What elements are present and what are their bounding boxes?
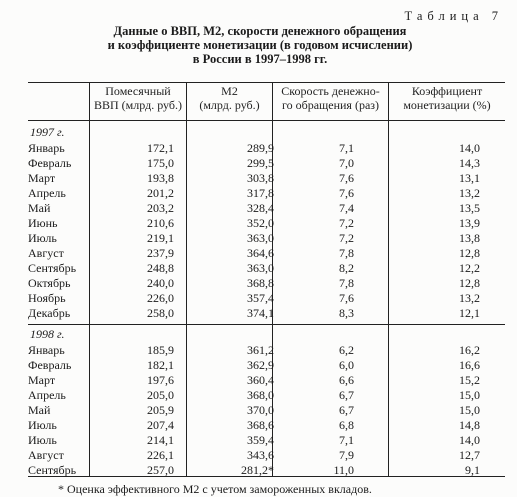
month-cell: Июнь: [28, 216, 58, 230]
month-cell: Март: [28, 373, 56, 387]
table-row: [0, 358, 517, 373]
gdp-cell: 182,1: [147, 358, 174, 372]
velocity-cell: 7,6: [339, 171, 354, 185]
month-cell: Май: [28, 201, 51, 215]
monetization-cell: 15,0: [459, 403, 480, 417]
header-bottom-rule: [28, 120, 505, 121]
table-number-label: Таблица 7: [404, 9, 503, 23]
velocity-cell: 7,1: [339, 141, 354, 155]
table-row: [0, 261, 517, 276]
m2-cell: 352,0: [247, 216, 274, 230]
velocity-cell: 6,7: [339, 388, 354, 402]
monetization-cell: 13,9: [459, 216, 480, 230]
m2-cell: 328,4: [247, 201, 274, 215]
monetization-cell: 13,5: [459, 201, 480, 215]
gdp-cell: 237,9: [147, 246, 174, 260]
gdp-cell: 214,1: [147, 433, 174, 447]
m2-cell: 364,6: [247, 246, 274, 260]
monetization-cell: 16,2: [459, 343, 480, 357]
footnote: * Оценка эффективного М2 с учетом замороженных вкладов.: [58, 482, 372, 496]
velocity-cell: 7,6: [339, 186, 354, 200]
header-gdp-line-1: Помесячный: [105, 84, 171, 98]
year-label-1997: 1997 г.: [30, 125, 65, 139]
velocity-cell: 7,1: [339, 433, 354, 447]
gdp-cell: 205,0: [147, 388, 174, 402]
m2-cell: 363,0: [247, 261, 274, 275]
velocity-cell: 8,2: [339, 261, 354, 275]
header-velocity-line-1: Скорость денежно-: [281, 84, 380, 98]
table-row: [0, 403, 517, 418]
month-cell: Июль: [28, 433, 57, 447]
velocity-cell: 7,8: [339, 276, 354, 290]
velocity-cell: 7,0: [339, 156, 354, 170]
monetization-cell: 16,6: [459, 358, 480, 372]
table-row: [0, 141, 517, 156]
title-line-3: в России в 1997–1998 гг.: [192, 52, 328, 66]
m2-cell: 359,4: [247, 433, 274, 447]
gdp-cell: 172,1: [147, 141, 174, 155]
month-cell: Август: [28, 246, 64, 260]
m2-cell: 299,5: [247, 156, 274, 170]
header-m2: [187, 84, 272, 112]
year-divider-rule: [28, 324, 505, 325]
gdp-cell: 226,1: [147, 448, 174, 462]
velocity-cell: 7,2: [339, 216, 354, 230]
table-row: [0, 433, 517, 448]
header-gdp-line-2: ВВП (млрд. руб.): [94, 98, 182, 112]
gdp-cell: 226,0: [147, 291, 174, 305]
m2-cell: 374,1: [247, 306, 274, 320]
month-cell: Октябрь: [28, 276, 71, 290]
monetization-cell: 12,7: [459, 448, 480, 462]
table-row: [0, 373, 517, 388]
month-cell: Апрель: [28, 388, 66, 402]
table-row: [0, 186, 517, 201]
table-row: [0, 388, 517, 403]
table-title: [60, 24, 460, 66]
table-row: [0, 463, 517, 478]
table-row: [0, 448, 517, 463]
m2-cell: 343,6: [247, 448, 274, 462]
table-row: [0, 216, 517, 231]
header-velocity-line-2: го обращения (раз): [281, 98, 380, 112]
monetization-cell: 13,8: [459, 231, 480, 245]
month-cell: Март: [28, 171, 56, 185]
header-monetization-line-1: Коэффициент: [411, 84, 483, 98]
month-cell: Февраль: [28, 156, 72, 170]
gdp-cell: 240,0: [147, 276, 174, 290]
month-cell: Февраль: [28, 358, 72, 372]
gdp-cell: 257,0: [147, 463, 174, 477]
title-line-1: Данные о ВВП, М2, скорости денежного обращения: [113, 24, 407, 38]
monetization-cell: 12,8: [459, 276, 480, 290]
gdp-cell: 203,2: [147, 201, 174, 215]
table-row: [0, 201, 517, 216]
table-row: [0, 171, 517, 186]
monetization-cell: 14,0: [459, 141, 480, 155]
month-cell: Январь: [28, 141, 65, 155]
velocity-cell: 11,0: [333, 463, 354, 477]
table-row: [0, 343, 517, 358]
table-row: [0, 306, 517, 321]
header-gdp: [90, 84, 186, 112]
gdp-cell: 210,6: [147, 216, 174, 230]
table-row: [0, 291, 517, 306]
month-cell: Январь: [28, 343, 65, 357]
gdp-cell: 207,4: [147, 418, 174, 432]
m2-cell: 303,8: [247, 171, 274, 185]
table-row: [0, 276, 517, 291]
m2-cell: 368,8: [247, 276, 274, 290]
gdp-cell: 248,8: [147, 261, 174, 275]
gdp-cell: 201,2: [147, 186, 174, 200]
monetization-cell: 12,8: [459, 246, 480, 260]
m2-cell: 361,2: [247, 343, 274, 357]
m2-cell: 289,9: [247, 141, 274, 155]
gdp-cell: 193,8: [147, 171, 174, 185]
m2-cell: 370,0: [247, 403, 274, 417]
month-cell: Июль: [28, 418, 57, 432]
velocity-cell: 7,6: [339, 291, 354, 305]
monetization-cell: 15,2: [459, 373, 480, 387]
header-m2-line-2: (млрд. руб.): [199, 98, 260, 112]
m2-cell: 363,0: [247, 231, 274, 245]
m2-cell: 360,4: [247, 373, 274, 387]
velocity-cell: 6,7: [339, 403, 354, 417]
monetization-cell: 13,2: [459, 186, 480, 200]
velocity-cell: 6,8: [339, 418, 354, 432]
month-cell: Ноябрь: [28, 291, 66, 305]
monetization-cell: 9,1: [465, 463, 480, 477]
m2-cell: 357,4: [247, 291, 274, 305]
monetization-cell: 15,0: [459, 388, 480, 402]
header-velocity: [273, 84, 388, 112]
table-row: [0, 231, 517, 246]
monetization-cell: 14,8: [459, 418, 480, 432]
velocity-cell: 6,0: [339, 358, 354, 372]
m2-cell: 281,2*: [241, 463, 274, 477]
month-cell: Май: [28, 403, 51, 417]
velocity-cell: 6,2: [339, 343, 354, 357]
monetization-cell: 13,2: [459, 291, 480, 305]
velocity-cell: 6,6: [339, 373, 354, 387]
m2-cell: 368,6: [247, 418, 274, 432]
gdp-cell: 185,9: [147, 343, 174, 357]
gdp-cell: 175,0: [147, 156, 174, 170]
table-row: [0, 156, 517, 171]
header-m2-line-1: М2: [221, 84, 238, 98]
velocity-cell: 7,4: [339, 201, 354, 215]
m2-cell: 362,9: [247, 358, 274, 372]
month-cell: Апрель: [28, 186, 66, 200]
table-row: [0, 246, 517, 261]
month-cell: Сентябрь: [28, 463, 77, 477]
month-cell: Декабрь: [28, 306, 71, 320]
month-cell: Июль: [28, 231, 57, 245]
table-row: [0, 418, 517, 433]
month-cell: Август: [28, 448, 64, 462]
monetization-cell: 14,0: [459, 433, 480, 447]
velocity-cell: 7,8: [339, 246, 354, 260]
velocity-cell: 7,9: [339, 448, 354, 462]
velocity-cell: 8,3: [339, 306, 354, 320]
velocity-cell: 7,2: [339, 231, 354, 245]
title-line-2: и коэффициенте монетизации (в годовом исчислении): [107, 38, 413, 52]
monetization-cell: 14,3: [459, 156, 480, 170]
gdp-cell: 258,0: [147, 306, 174, 320]
month-cell: Сентябрь: [28, 261, 77, 275]
monetization-cell: 12,2: [459, 261, 480, 275]
table-top-rule: [28, 82, 505, 83]
m2-cell: 317,8: [247, 186, 274, 200]
header-monetization: [389, 84, 505, 112]
m2-cell: 368,0: [247, 388, 274, 402]
gdp-cell: 205,9: [147, 403, 174, 417]
gdp-cell: 219,1: [147, 231, 174, 245]
year-label-1998: 1998 г.: [30, 327, 65, 341]
monetization-cell: 12,1: [459, 306, 480, 320]
monetization-cell: 13,1: [459, 171, 480, 185]
header-monetization-line-2: монетизации (%): [403, 98, 491, 112]
gdp-cell: 197,6: [147, 373, 174, 387]
